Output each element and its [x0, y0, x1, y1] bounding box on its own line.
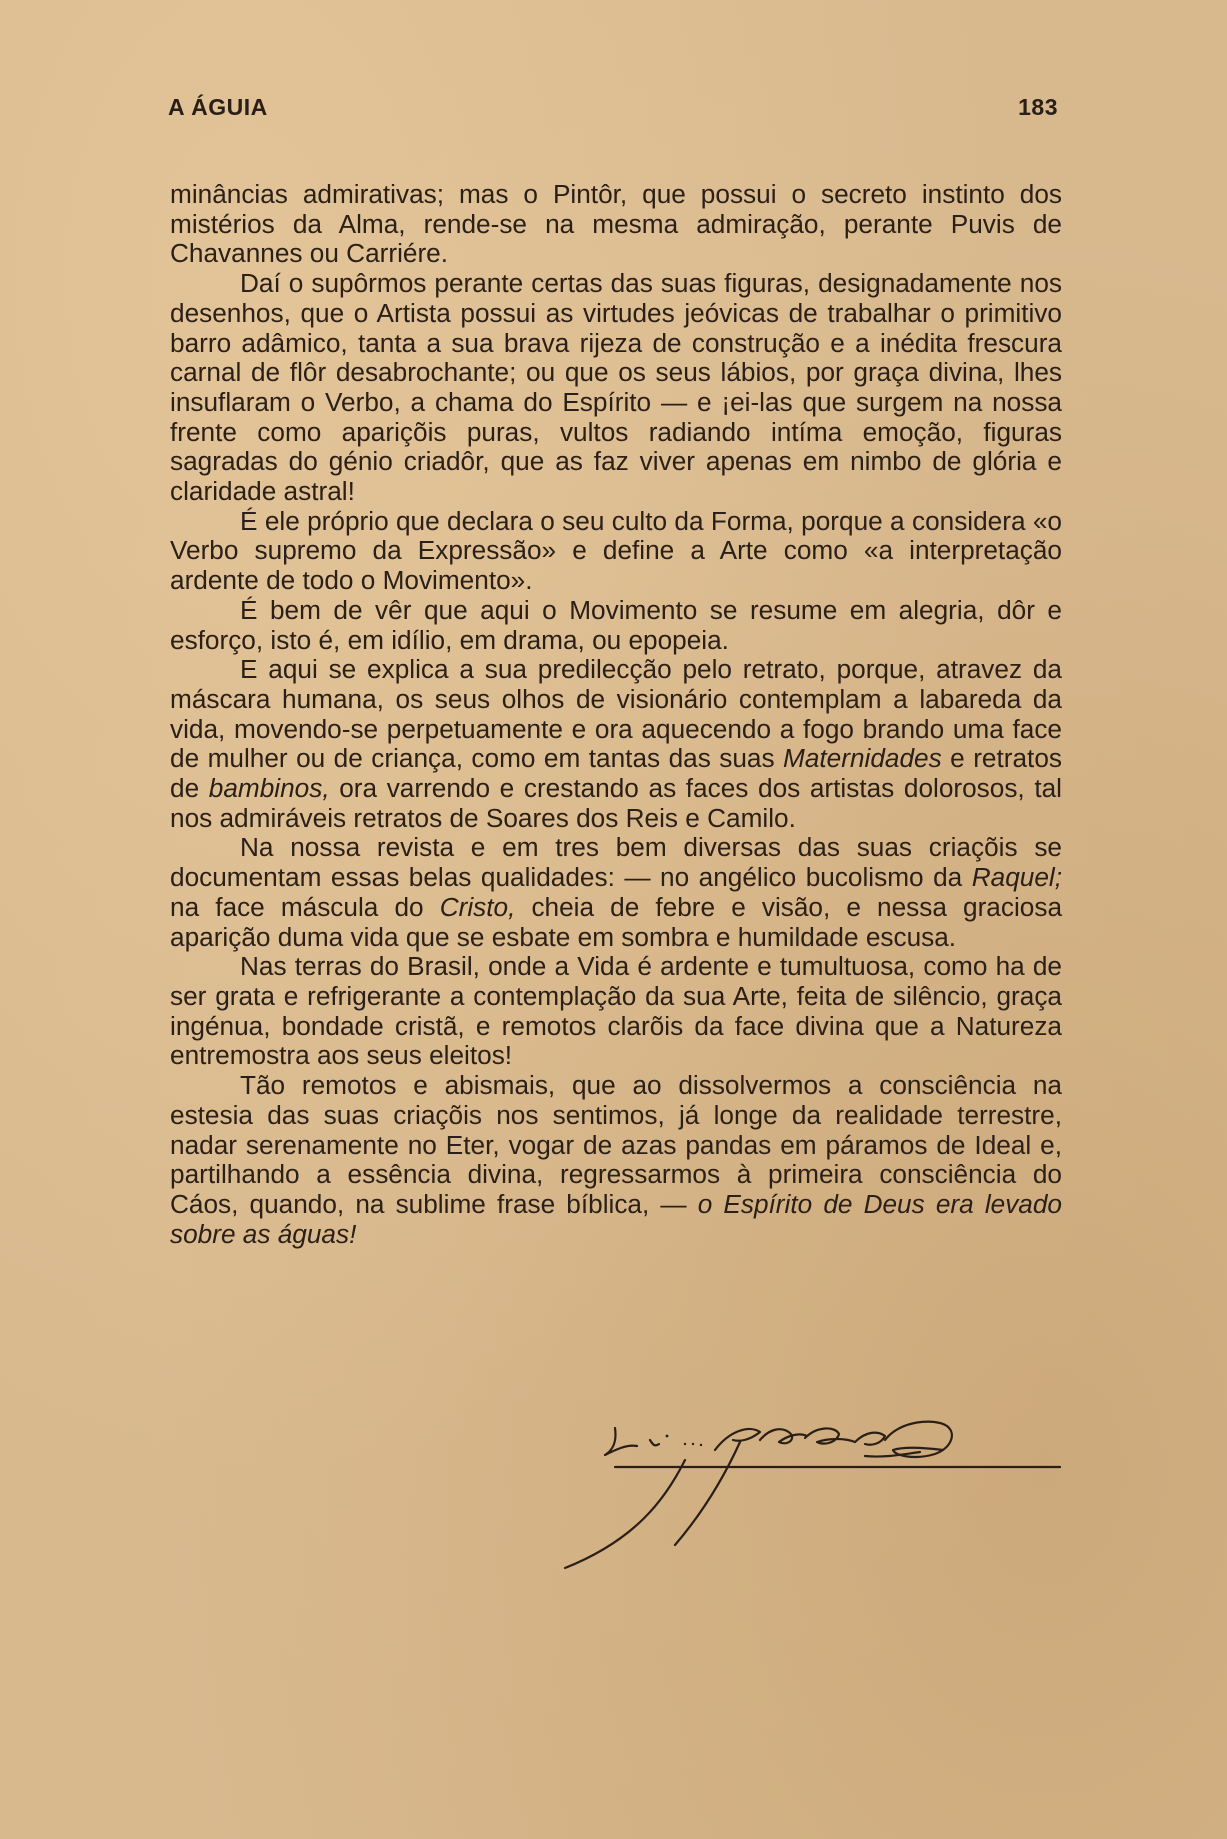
text-run: Tão remotos e abismais, que ao dissolvermos a consciência na estesia das suas criaçõis nos sentimos, já longe da realidade terrestre, nadar serenamente no Eter, vogar de azas pandas em páramos de Ideal e, partilhando a essência divina, regressarmos à primeira consciência do Cáos, quando, na sublime frase bíblica, —	[170, 1070, 1062, 1219]
italic-run: bambinos,	[208, 773, 330, 804]
text-run: e retratos de	[170, 743, 1062, 804]
text-run: ora varrendo e crestando as faces dos artistas dolorosos, tal nos admiráveis retratos de Soares dos Reis e Camilo.	[170, 773, 1062, 833]
handwritten-signature	[555, 1420, 1075, 1570]
text-run: É bem de vêr que aqui o Movimento se resume em alegria, dôr e esforço, isto é, em idílio, em drama, ou epopeia.	[170, 594, 1062, 655]
paragraph	[170, 655, 1062, 833]
paragraph	[170, 952, 1062, 1071]
journal-title: A ÁGUIA	[168, 94, 268, 120]
paragraph	[170, 269, 1062, 507]
text-run: na face máscula do	[170, 891, 440, 922]
running-head	[168, 94, 1058, 121]
text-run: minâncias admirativas; mas o Pintôr, que possui o secreto instinto dos mistérios da Alma, rende-se na mesma admiração, perante Puvis de Chavannes ou Carriére.	[170, 179, 1062, 269]
paragraph	[170, 833, 1062, 952]
text-run: Na nossa revista e em tres bem diversas das suas criaçõis se documentam essas belas qualidades: — no angélico bucolismo da	[170, 832, 1062, 893]
text-run: É ele próprio que declara o seu culto da Forma, porque a considera «o Verbo supremo da Expressão» e define a Arte como «a interpretação ardente de todo o Movimento».	[170, 505, 1062, 596]
paragraph	[170, 507, 1062, 596]
text-run: Daí o supôrmos perante certas das suas figuras, designadamente nos desenhos, que o Artista possui as virtudes jeóvicas de trabalhar o primitivo barro adâmico, tanta a sua brava rijeza de construção e a inédita frescura carnal de flôr desabrochante; ou que os seus lábios, por graça divina, lhes insuflaram o Verbo, a chama do Espírito — e ¡ei-las que surgem na nossa frente como apariçõis puras, vultos radiando intíma emoção, figuras sagradas do génio criadôr, que as faz viver apenas em nimbo de glória e claridade astral!	[170, 268, 1062, 507]
text-run: cheia de febre e visão, e nessa graciosa aparição duma vida que se esbate em sombra e humildade escusa.	[170, 891, 1063, 952]
text-run: E aqui se explica a sua predilecção pelo retrato, porque, atravez da máscara humana, os seus olhos de visionário contemplam a labareda da vida, movendo-se perpetuamente e ora aquecendo a fogo brando uma face de mulher ou de criança, como em tantas das suas	[170, 654, 1062, 774]
page-number: 183	[1018, 94, 1058, 120]
text-run: Nas terras do Brasil, onde a Vida é ardente e tumultuosa, como ha de ser grata e refrigerante a contemplação da sua Arte, feita de silêncio, graça ingénua, bondade cristã, e remotos clarõis da face divina que a Natureza entremostra aos seus eleitos!	[170, 951, 1062, 1071]
italic-run: o Espírito de Deus era levado sobre as águas!	[170, 1188, 1062, 1249]
article-body	[170, 180, 1062, 1249]
italic-run: Maternidades	[783, 743, 942, 774]
paragraph	[170, 180, 1062, 269]
paragraph	[170, 1071, 1062, 1249]
italic-run: Raquel;	[971, 862, 1062, 893]
italic-run: Cristo,	[439, 891, 516, 922]
paragraph	[170, 596, 1062, 655]
